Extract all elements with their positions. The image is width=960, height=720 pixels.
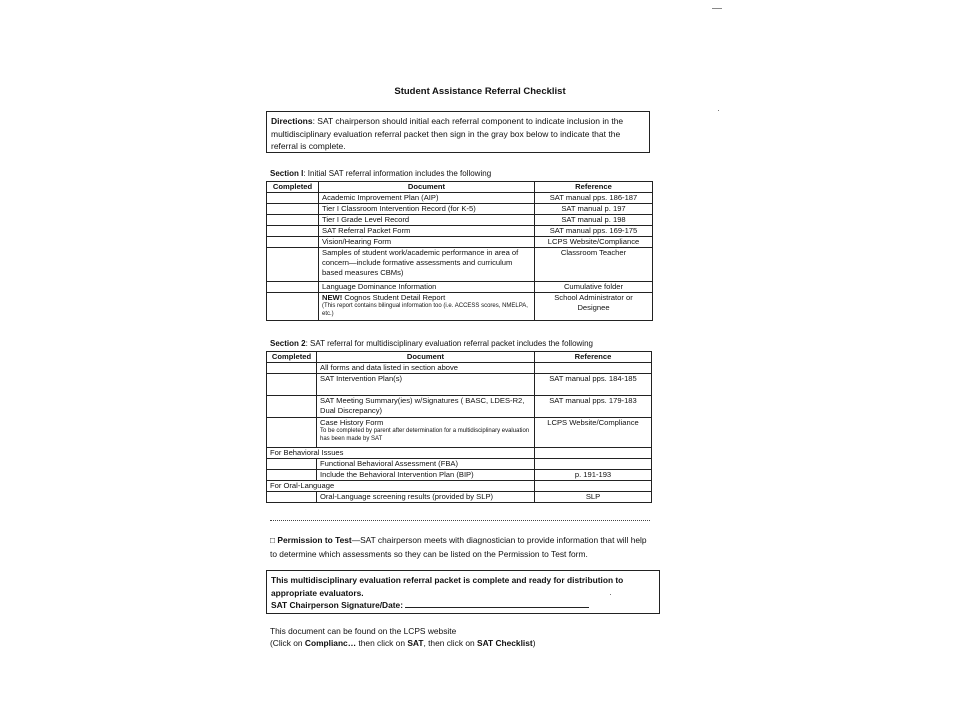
document-cell [317,418,535,448]
permission-label: Permission to Test [277,535,352,545]
completed-cell[interactable] [267,204,319,215]
column-header-document: Document [317,352,535,363]
table-row [267,293,653,321]
column-header-reference: Reference [535,352,652,363]
group-label-oral-language: For Oral-Language [267,481,535,492]
footer-text: then click on [356,637,408,648]
footer-compliance: Complianc… [304,637,357,648]
document-cell: SAT Meeting Summary(ies) w/Signatures ( BASC, LDES-R2, Dual Discrepancy) [317,396,535,418]
group-label-behavioral: For Behavioral Issues [267,448,535,459]
completed-cell[interactable] [267,237,319,248]
table-row [267,374,652,396]
permission-text: —SAT chairperson meets with diagnostician to provide information that will help to determine which assessments so they can be listed on the Permission to Test form. [270,535,647,559]
completed-cell[interactable] [267,492,317,503]
table-row [267,248,653,282]
reference-cell: SAT manual pps. 184-185 [535,374,652,396]
table-row [267,459,652,470]
table-row [267,363,652,374]
table-row [267,396,652,418]
section2-heading-prefix: Section 2 [270,339,306,348]
document-cell: Language Dominance Information [319,282,535,293]
reference-cell: Classroom Teacher [535,248,653,282]
table-row [267,470,652,481]
document-cell: All forms and data listed in section above [317,363,535,374]
completed-cell[interactable] [267,470,317,481]
document-text: Cognos Student Detail Report [342,293,446,302]
section2-table [266,351,652,503]
new-label: NEW! [322,293,343,302]
checkbox-icon[interactable]: □ [270,535,276,545]
document-cell: SAT Referral Packet Form [319,226,535,237]
reference-cell: SLP [535,492,652,503]
scan-artifact [718,110,719,111]
table-row [267,492,652,503]
document-cell: Oral-Language screening results (provided by SLP) [317,492,535,503]
reference-cell: p. 191-193 [535,470,652,481]
section2-heading [270,339,593,348]
document-cell [319,293,535,321]
document-cell: Include the Behavioral Intervention Plan (BIP) [317,470,535,481]
table-row [267,215,653,226]
signature-line[interactable] [405,599,589,608]
section2-heading-text: : SAT referral for multidisciplinary evaluation referral packet includes the following [305,339,593,348]
completed-cell[interactable] [267,459,317,470]
document-cell: Academic Improvement Plan (AIP) [319,193,535,204]
reference-cell: Cumulative folder [535,282,653,293]
section1-heading-prefix: Section I [270,169,304,178]
reference-cell [535,448,652,459]
document-cell: Tier I Classroom Intervention Record (for K-5) [319,204,535,215]
completed-cell[interactable] [267,374,317,396]
column-header-reference: Reference [535,182,653,193]
completed-cell[interactable] [267,282,319,293]
column-header-completed: Completed [267,182,319,193]
signature-label: SAT Chairperson Signature/Date: [271,600,404,610]
document-text: Case History Form [320,418,384,427]
table-header-row [267,182,653,193]
scan-artifact [712,8,722,9]
completed-cell[interactable] [267,226,319,237]
completed-cell[interactable] [267,418,317,448]
reference-cell [535,363,652,374]
footer-text: ) [532,637,536,648]
reference-cell: LCPS Website/Compliance [535,418,652,448]
document-note: (This report contains bilingual information too (i.e. ACCESS scores, NMELPA, etc.) [322,303,528,317]
completion-statement: This multidisciplinary evaluation referral packet is complete and ready for distribution to appropriate evaluators. [271,575,624,598]
table-group-row [267,448,652,459]
completed-cell[interactable] [267,293,319,321]
reference-cell: SAT manual pps. 186-187 [535,193,653,204]
completed-cell[interactable] [267,363,317,374]
dotted-divider [270,520,650,521]
document-cell: SAT Intervention Plan(s) [317,374,535,396]
footer-text: (Click on [270,637,305,648]
footer-text: , then click on [423,637,477,648]
section1-heading-text: : Initial SAT referral information includes the following [303,169,492,178]
section1-table [266,181,653,321]
document-cell: Samples of student work/academic performance in area of concern—include formative assessments and curriculum based measures CBMs) [319,248,535,282]
footer-line-1: This document can be found on the LCPS website [270,626,457,636]
completion-box [266,570,660,614]
directions-label: Directions [271,116,313,126]
document-note: To be completed by parent after determination for a multidisciplinary evaluation has been made by SAT [320,428,530,442]
reference-cell: SAT manual p. 198 [535,215,653,226]
permission-to-test [270,533,655,561]
table-group-row [267,481,652,492]
column-header-completed: Completed [267,352,317,363]
section1-heading [270,169,491,178]
completed-cell[interactable] [267,248,319,282]
reference-cell: SAT manual pps. 169-175 [535,226,653,237]
table-row [267,418,652,448]
table-row [267,237,653,248]
completed-cell[interactable] [267,215,319,226]
directions-box [266,111,650,153]
document-cell: Functional Behavioral Assessment (FBA) [317,459,535,470]
completed-cell[interactable] [267,193,319,204]
page-title: Student Assistance Referral Checklist [394,86,566,97]
reference-cell: LCPS Website/Compliance [535,237,653,248]
document-cell: Tier I Grade Level Record [319,215,535,226]
footer-line-2 [270,638,670,650]
reference-cell: SAT manual pps. 179-183 [535,396,652,418]
table-header-row [267,352,652,363]
table-row [267,193,653,204]
reference-cell [535,481,652,492]
table-row [267,282,653,293]
footer-sat-checklist: SAT Checklist [477,637,533,648]
reference-cell: SAT manual p. 197 [535,204,653,215]
document-cell: Vision/Hearing Form [319,237,535,248]
footer-note [270,626,670,649]
reference-cell: School Administrator or Designee [535,293,653,321]
table-row [267,204,653,215]
table-row [267,226,653,237]
completed-cell[interactable] [267,396,317,418]
footer-sat: SAT [407,637,424,648]
reference-cell [535,459,652,470]
column-header-document: Document [319,182,535,193]
directions-text: : SAT chairperson should initial each referral component to indicate inclusion in the multidisciplinary evaluation referral packet then sign in the gray box below to indicate that the referral is complete. [271,116,624,151]
